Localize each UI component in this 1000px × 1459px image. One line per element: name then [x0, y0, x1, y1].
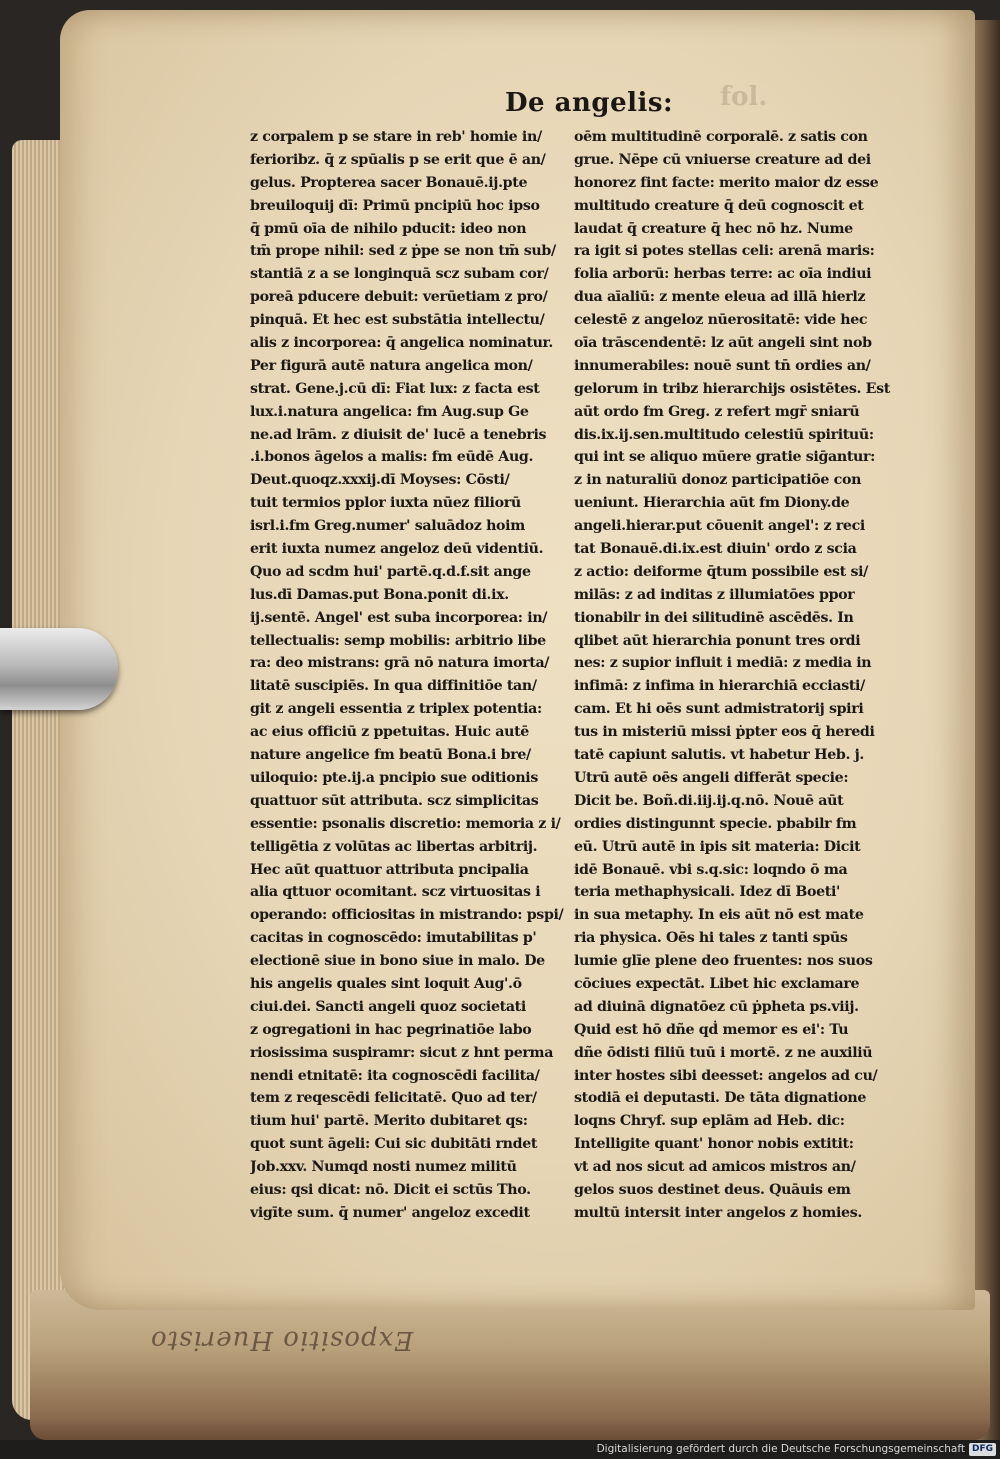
text-line: Utrū autē oēs angeli differāt specie:	[574, 769, 849, 786]
text-line: nature angelice fm beatū Bona.i bre/	[250, 747, 531, 764]
text-line: tus in misteriū missi ṗpter eos q̄ heredi	[574, 724, 875, 741]
text-line: .i.bonos āgelos a malis: fm eūdē Aug.	[250, 449, 534, 466]
text-line: vt ad nos sicut ad amicos mistros an/	[574, 1159, 856, 1176]
book-fore-edge-bottom	[30, 1290, 990, 1440]
text-line: oīa trāscendentē: lz aūt angeli sint nob	[574, 335, 872, 352]
text-line: alis z incorporea: q̄ angelica nominatur.	[250, 335, 553, 352]
text-line: z ogregationi in hac pegrinatiōe labo	[250, 1021, 532, 1038]
text-line: laudat q̄ creature q̄ hec nō hz. Nume	[574, 220, 853, 237]
text-line: Intelligite quant' honor nobis extitit:	[574, 1136, 854, 1153]
text-line: eius: qsi dicat: nō. Dicit ei sctūs Tho.	[250, 1181, 531, 1198]
text-line: Job.xxv. Numqd nosti numez militū	[250, 1159, 517, 1176]
fore-edge-inscription: Expositio Hueristo	[150, 1325, 414, 1355]
text-line: Dicit be. Boñ.di.iij.ij.q.nō. Nouē aūt	[574, 792, 844, 809]
text-line: riosissima suspiramr: sicut z hnt perma	[250, 1044, 554, 1061]
text-line: ij.sentē. Angel' est suba incorporea: in/	[250, 609, 548, 626]
text-line: infimā: z infima in hierarchiā ecciasti/	[574, 678, 865, 695]
text-line: cōciues expectāt. Libet hic exclamare	[574, 975, 860, 992]
text-line: isrl.i.fm Greg.numer' saluādoz hoim	[250, 518, 525, 535]
text-line: Hec aūt quattuor attributa pncipalia	[250, 861, 529, 878]
text-line: ra igit si potes stellas celi: arenā maris:	[574, 243, 875, 260]
page-holder-clip	[0, 628, 118, 710]
text-line: dua aīaliū: z mente eleua ad illā hierlz	[574, 289, 866, 306]
text-line: ad diuinā dignatōez cū ṗpheta ps.viij.	[574, 998, 859, 1015]
text-line: lumie glīe plene deo fruentes: nos suos	[574, 953, 873, 970]
text-line: cam. Et hi oēs sunt admistratorij spiri	[574, 701, 864, 718]
text-line: uiloquio: pte.ij.a pncipio sue oditionis	[250, 769, 538, 786]
text-line: z corpalem p se stare in reb' homie in/	[250, 129, 542, 145]
text-line: Deut.quoqz.xxxij.dī Moyses: Cōsti/	[250, 472, 510, 489]
text-line: eū. Utrū autē in ipis sit materia: Dicit	[574, 838, 861, 855]
text-line: milās: z ad inditas z illumiatōes ppor	[574, 586, 855, 603]
text-line: tatē capiunt salutis. vt habetur Heb. j.	[574, 747, 864, 764]
text-line: honorez fint facte: merito maior dz esse	[574, 174, 879, 191]
text-line: idē Bonauē. vbi s.q.sic: loqndo ō ma	[574, 861, 848, 878]
text-line: gelos suos destinet deus. Quāuis em	[574, 1181, 851, 1198]
running-head: De angelis:	[505, 88, 674, 118]
text-line: poreā pducere debuit: verūetiam z pro/	[250, 289, 548, 306]
text-line: erit iuxta numez angeloz deū videntiū.	[250, 541, 544, 558]
text-line: nendi etnitatē: ita cognoscēdi facilita/	[250, 1067, 540, 1084]
text-line: tionabilr in dei silitudinē ascēdēs. In	[574, 609, 854, 626]
text-line: ra: deo mistrans: grā nō natura imorta/	[250, 655, 550, 672]
text-column-right	[574, 126, 906, 1225]
text-line: tem z reqescēdi felicitatē. Quo ad ter/	[250, 1090, 537, 1107]
text-line: Per figurā autē natura angelica mon/	[250, 357, 533, 374]
text-line: multitudo creature q̄ deū cognoscit et	[574, 197, 864, 214]
text-line: celestē z angeloz nūerositatē: vide hec	[574, 312, 868, 329]
text-line: telligētia z volūtas ac libertas arbitrij.	[250, 838, 538, 855]
text-line: tuit termios pplor iuxta nūez filiorū	[250, 495, 521, 512]
text-line: lux.i.natura angelica: fm Aug.sup Ge	[250, 403, 529, 420]
text-line: dis.ix.ij.sen.multitudo celestiū spirituū:	[574, 426, 874, 443]
text-line: nes: z supior influit i mediā: z media in	[574, 655, 872, 672]
text-line: gelorum in tribz hierarchijs osistētes. Est	[574, 380, 890, 397]
text-line: in sua metaphy. In eis aūt nō est mate	[574, 907, 864, 924]
text-line: operando: officiositas in mistrando: pspi/	[250, 907, 564, 924]
text-line: grue. Nēpe cū vniuerse creature ad dei	[574, 151, 871, 168]
footer-credit-text: Digitalisierung gefördert durch die Deutsche Forschungsgemeinschaft	[596, 1443, 965, 1455]
dfg-logo-icon: DFG	[969, 1443, 996, 1456]
text-line: oēm multitudinē corporalē. z satis con	[574, 129, 868, 145]
text-line: stodiā ei deputasti. De tāta dignatione	[574, 1090, 867, 1107]
text-line: Quid est hō dñe qḋ memor es ei': Tu	[574, 1021, 849, 1038]
text-line: quot sunt āgeli: Cui sic dubitāti rndet	[250, 1136, 538, 1153]
text-line: q̄ pmū oīa de nihilo pducit: ideo non	[250, 220, 527, 237]
text-line: inter hostes sibi deesset: angelos ad cu/	[574, 1067, 878, 1084]
text-line: pinquā. Et hec est substātia intellectu/	[250, 312, 545, 329]
text-line: loqns Chryf. sup eplām ad Heb. dic:	[574, 1113, 845, 1130]
text-line: tellectualis: semp mobilis: arbitrio libe	[250, 632, 546, 649]
text-line: innumerabiles: nouē sunt tn̄ ordies an/	[574, 357, 871, 374]
text-line: quattuor sūt attributa. scz simplicitas	[250, 792, 539, 809]
text-line: z in naturaliū donoz participatiōe con	[574, 472, 862, 489]
text-line: breuiloquij dī: Primū pncipiū hoc ipso	[250, 197, 540, 214]
text-line: electionē siue in bono siue in malo. De	[250, 953, 545, 970]
text-line: essentie: psonalis discretio: memoria z i/	[250, 815, 561, 832]
text-line: tium hui' partē. Merito dubitaret qs:	[250, 1113, 528, 1130]
text-line: teria methaphysicali. Idez dī Boeti'	[574, 884, 841, 901]
text-line: ria physica. Oēs hi tales z tanti spūs	[574, 930, 848, 947]
text-line: dñe ōdisti filiū tuū i mortē. z ne auxiliū	[574, 1044, 873, 1061]
text-line: his angelis quales sint loquit Aug'.ō	[250, 975, 522, 992]
text-line: gelus. Propterea sacer Bonauē.ij.pte	[250, 174, 528, 191]
text-line: ordies distingunnt specie. pbabilr fm	[574, 815, 857, 832]
text-line: ac eius officiū z ppetuitas. Huic autē	[250, 724, 529, 741]
text-line: ciui.dei. Sancti angeli quoz societati	[250, 998, 526, 1015]
text-line: ferioribz. q̄ z spūalis p se erit que ē an/	[250, 151, 546, 168]
text-line: vigīte sum. q̄ numer' angeloz excedit	[250, 1204, 530, 1221]
text-line: angeli.hierar.put cōuenit angel': z reci	[574, 518, 865, 535]
text-column-left	[250, 126, 572, 1225]
text-line: tat Bonauē.di.ix.est diuin' ordo z scia	[574, 541, 857, 558]
text-line: qlibet aūt hierarchia ponunt tres ordi	[574, 632, 861, 649]
text-line: strat. Gene.j.cū dī: Fiat lux: z facta est	[250, 380, 540, 397]
text-line: litatē suscipiēs. In qua diffinitiōe tan/	[250, 678, 537, 695]
text-line: z actio: deiforme q̄tum possibile est si/	[574, 563, 868, 580]
text-line: qui int se aliquo mūere gratie siḡantur:	[574, 449, 876, 466]
text-line: aūt ordo fm Greg. z refert mgr̄ sniarū	[574, 403, 860, 420]
text-line: ueniunt. Hierarchia aūt fm Diony.de	[574, 495, 850, 512]
text-line: lus.dī Damas.put Bona.ponit di.ix.	[250, 586, 509, 603]
text-line: git z angeli essentia z triplex potentia:	[250, 701, 542, 718]
text-line: folia arborū: herbas terre: ac oīa indiui	[574, 266, 872, 283]
text-line: tm̄ prope nihil: sed z ṗpe se non tm̄ sub/	[250, 243, 556, 260]
text-line: alia qttuor ocomitant. scz virtuositas i	[250, 884, 541, 901]
digitization-footer	[0, 1440, 1000, 1459]
bleed-through-text: fol.	[720, 82, 768, 112]
text-line: ne.ad lrām. z diuisit de' lucē a tenebris	[250, 426, 547, 443]
text-line: stantiā z a se longinquā scz subam cor/	[250, 266, 549, 283]
text-line: Quo ad scdm hui' partē.q.d.f.sit ange	[250, 563, 531, 580]
text-line: multū intersit inter angelos z homies.	[574, 1204, 862, 1221]
text-line: cacitas in cognoscēdo: imutabilitas p'	[250, 930, 537, 947]
